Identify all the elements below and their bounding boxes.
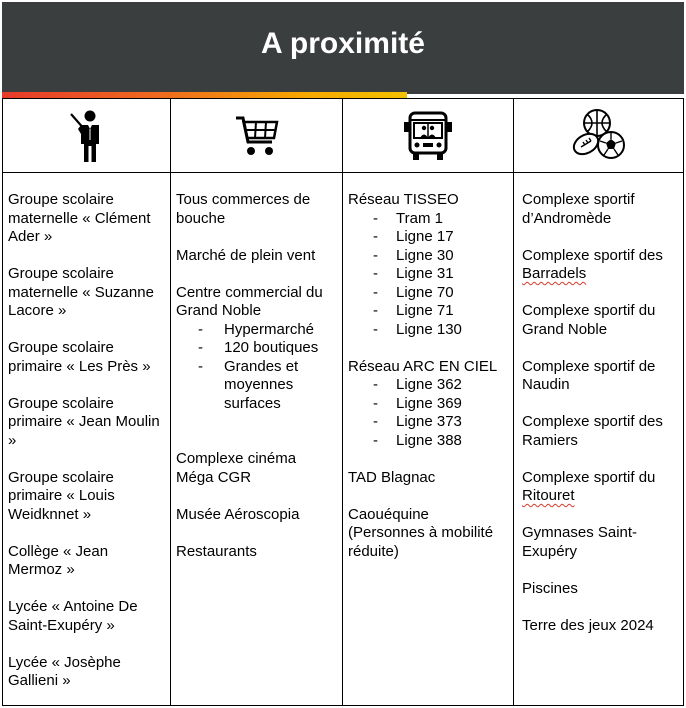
proximity-table — [2, 98, 684, 706]
item-text — [522, 469, 678, 506]
sub-list-item: - Ligne 30 — [348, 247, 508, 266]
list-item — [522, 524, 678, 561]
item-text: Piscines — [522, 579, 578, 597]
list-item — [522, 617, 678, 636]
item-text: Collège « Jean Mermoz » — [8, 542, 109, 578]
item-text: Groupe scolaire primaire « Les Près » — [8, 339, 151, 375]
list-item — [8, 598, 165, 635]
column-schools — [3, 99, 171, 705]
sub-list-item: - Ligne 71 — [348, 302, 508, 321]
column-content — [171, 173, 342, 705]
bus-icon — [403, 110, 453, 162]
column-sports — [514, 99, 683, 705]
item-text — [522, 247, 678, 284]
sub-list — [348, 376, 508, 450]
sub-list-item: - Ligne 70 — [348, 284, 508, 303]
list-item — [8, 191, 165, 247]
sub-list-item: - Ligne 369 — [348, 395, 508, 414]
shopping-cart-icon — [234, 114, 280, 158]
sub-list — [348, 210, 508, 340]
item-text: Tous commerces de bouche — [176, 191, 311, 227]
item-text: Caouéquine (Personnes à mobilité réduite) — [348, 505, 494, 560]
item-text: Restaurants — [176, 542, 257, 560]
item-text: Complexe sportif de Naudin — [522, 357, 656, 393]
item-text: Groupe scolaire primaire « Jean Moulin » — [8, 394, 160, 449]
list-item — [176, 506, 337, 525]
sports-balls-icon — [569, 106, 629, 166]
header-banner — [2, 2, 684, 94]
sub-list-item: - Hypermarché — [176, 321, 337, 340]
sub-list-item: - 120 boutiques — [176, 339, 337, 358]
column-content — [343, 173, 513, 705]
item-text: Réseau ARC EN CIEL — [348, 357, 498, 375]
icon-cell-sports — [514, 99, 683, 173]
list-item — [522, 358, 678, 395]
item-text: Complexe sportif des Ramiers — [522, 413, 663, 449]
item-text: Complexe cinéma Méga CGR — [176, 450, 297, 486]
column-transport — [343, 99, 514, 705]
item-text-part: Complexe sportif du — [522, 468, 656, 486]
item-text: Groupe scolaire primaire « Louis Weidknnet » — [8, 468, 115, 523]
sub-list-item: - Grandes et moyennes surfaces — [176, 358, 337, 414]
sub-list — [176, 321, 337, 414]
sub-list-item: - Ligne 388 — [348, 432, 508, 451]
list-item — [176, 247, 337, 266]
item-text: Gymnases Saint-Exupéry — [522, 524, 638, 560]
icon-cell-schools — [3, 99, 170, 173]
list-item — [522, 247, 678, 284]
list-item — [348, 358, 508, 451]
list-item — [176, 284, 337, 414]
item-text: Groupe scolaire maternelle « Suzanne Lacore » — [8, 265, 154, 319]
item-text: Complexe sportif d’Andromède — [522, 191, 635, 227]
page-title: A proximité — [261, 27, 425, 60]
list-item — [8, 265, 165, 321]
list-item — [8, 543, 165, 580]
item-text: Groupe scolaire maternelle « Clément Ader » — [8, 191, 151, 245]
sub-list-item: - Ligne 17 — [348, 228, 508, 247]
sub-list-item: - Ligne 362 — [348, 376, 508, 395]
item-text: Complexe sportif du Grand Noble — [522, 302, 656, 338]
spellcheck-word: Barradels — [522, 265, 587, 282]
spellcheck-word: Ritouret — [522, 487, 575, 504]
item-text: Lycée « Antoine De Saint-Exupéry » — [8, 598, 138, 634]
sub-list-item: - Ligne 373 — [348, 413, 508, 432]
list-item — [176, 191, 337, 228]
item-text: Réseau TISSEO — [348, 191, 459, 208]
item-text: Lycée « Josèphe Gallieni » — [8, 653, 121, 689]
list-item — [348, 469, 508, 488]
list-item — [8, 339, 165, 376]
list-item — [522, 191, 678, 228]
list-item — [522, 413, 678, 450]
list-item — [522, 580, 678, 599]
icon-cell-shops — [171, 99, 342, 173]
list-item — [176, 450, 337, 487]
column-shops — [171, 99, 343, 705]
icon-cell-transport — [343, 99, 513, 173]
list-item — [348, 191, 508, 339]
list-item — [176, 543, 337, 562]
list-item — [522, 469, 678, 506]
sub-list-item: - Ligne 130 — [348, 321, 508, 340]
sub-list-item: - Ligne 31 — [348, 265, 508, 284]
item-text: Marché de plein vent — [176, 246, 316, 264]
sub-list-item: - Tram 1 — [348, 210, 508, 229]
list-item — [8, 654, 165, 691]
list-item — [8, 469, 165, 525]
item-text: TAD Blagnac — [348, 468, 436, 486]
list-item — [522, 302, 678, 339]
column-content — [514, 173, 683, 705]
item-text: Terre des jeux 2024 — [522, 616, 654, 634]
item-text: Musée Aéroscopia — [176, 505, 300, 523]
item-text-part: Complexe sportif des — [522, 246, 663, 264]
list-item — [8, 395, 165, 451]
teacher-icon — [67, 108, 107, 164]
column-content — [3, 173, 170, 705]
list-item — [348, 506, 508, 562]
item-text: Centre commercial du Grand Noble — [176, 283, 323, 319]
